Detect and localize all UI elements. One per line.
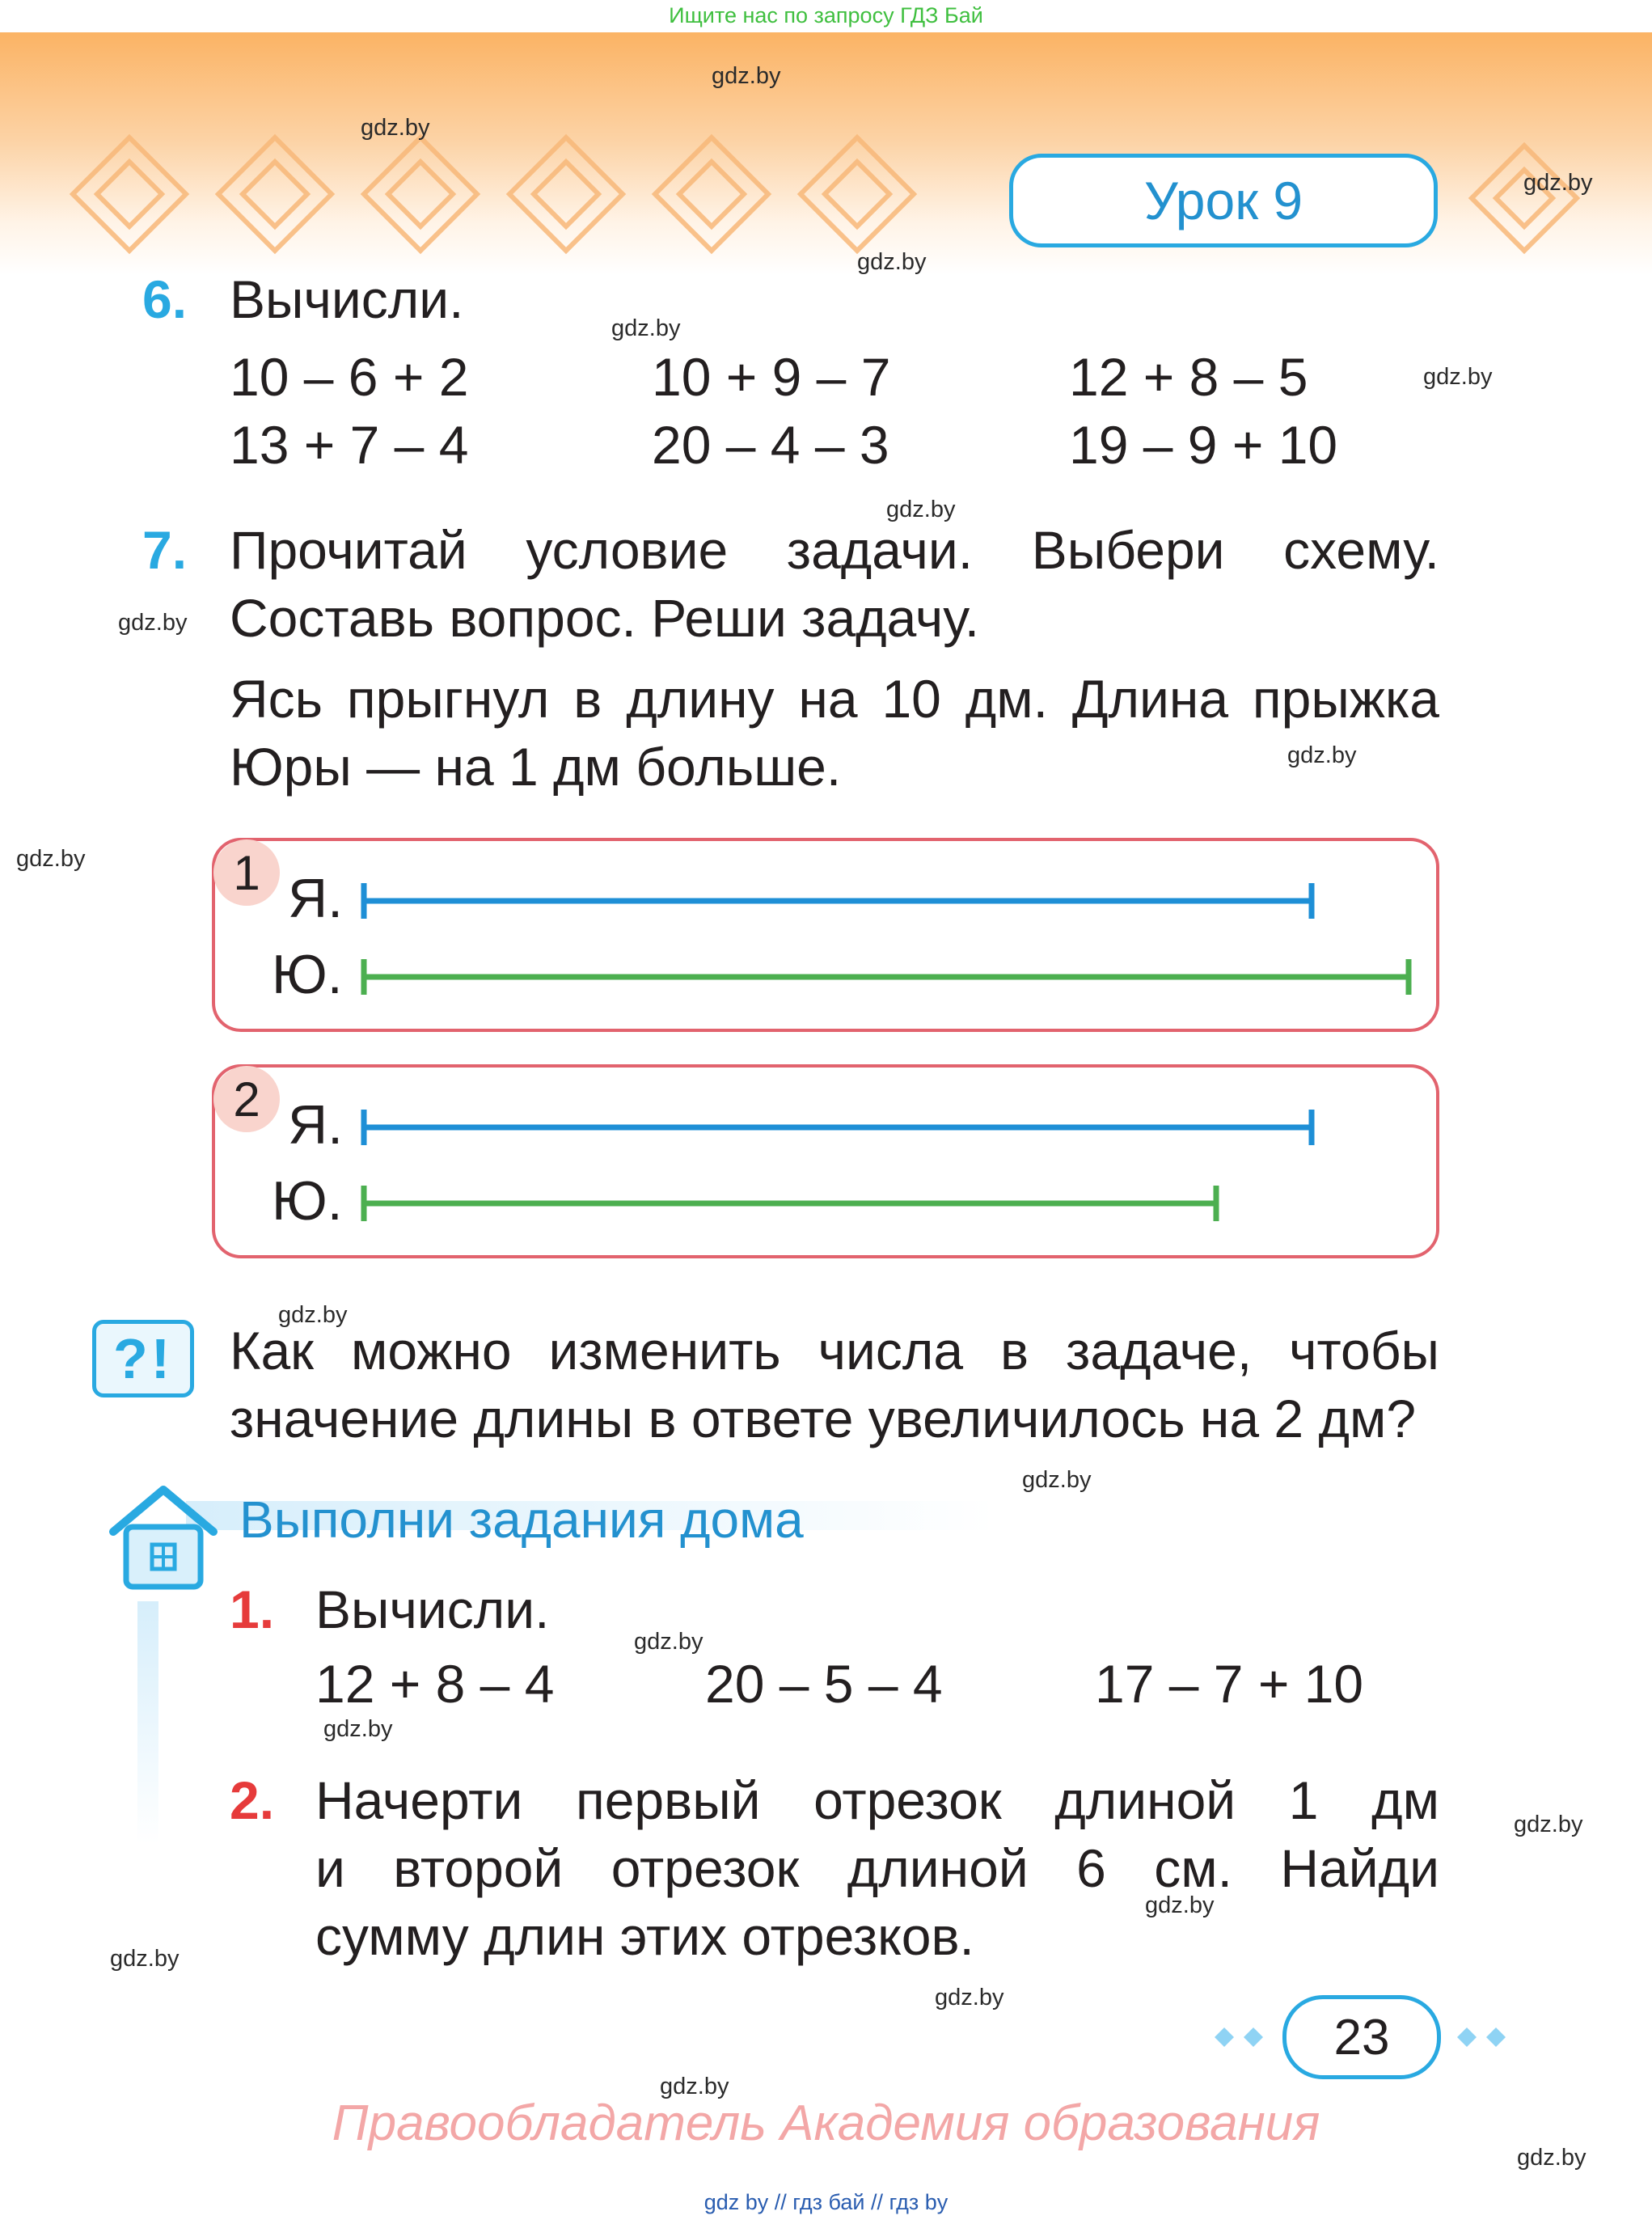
task7-line: Прочитай условие задачи. Выбери схему.: [230, 520, 1439, 580]
segment-yas: [364, 883, 1312, 919]
copyright-footer: Правообладатель Академия образования: [332, 2095, 1320, 2151]
watermark: gdz.by: [278, 1302, 348, 1328]
watermark: gdz.by: [935, 1985, 1004, 2010]
expression: 10 – 6 + 2: [230, 347, 469, 407]
homework-title: Выполни задания дома: [239, 1490, 804, 1549]
segment-yura: [364, 1186, 1216, 1221]
segment-yura: [364, 959, 1409, 995]
homework-task2-line: Начерти первый отрезок длиной 1 дм: [315, 1770, 1439, 1830]
page-number: 23: [1282, 1995, 1441, 2079]
expression: 10 + 9 – 7: [652, 347, 891, 407]
task7-problem: Ясь прыгнул в длину на 10 дм. Длина прыжка: [230, 669, 1439, 729]
watermark: gdz.by: [611, 315, 681, 341]
homework-line: [137, 1601, 158, 1844]
scheme-1[interactable]: [212, 838, 1439, 1032]
question-icon: ?!: [92, 1320, 194, 1397]
homework-task1-number: 1.: [230, 1579, 275, 1639]
watermark: gdz.by: [886, 497, 956, 522]
expression: 20 – 4 – 3: [652, 415, 889, 475]
watermark: gdz.by: [634, 1629, 703, 1655]
watermark: gdz.by: [118, 610, 188, 636]
watermark: gdz.by: [1514, 1812, 1583, 1837]
scheme-number: 1: [213, 839, 280, 906]
ornament-right: [1464, 137, 1585, 259]
watermark: gdz.by: [712, 63, 781, 89]
question-line: Как можно изменить числа в задаче, чтобы: [230, 1321, 1439, 1380]
watermark: gdz.by: [110, 1946, 180, 1972]
expression: 12 + 8 – 5: [1069, 347, 1308, 407]
task6-number: 6.: [142, 269, 188, 329]
label-yas: Я.: [288, 868, 343, 929]
watermark: gdz.by: [857, 249, 927, 275]
watermark: gdz.by: [660, 2074, 729, 2099]
scheme-number: 2: [213, 1066, 280, 1132]
segment-yas: [364, 1110, 1312, 1145]
watermark: gdz.by: [323, 1716, 393, 1742]
expression: 17 – 7 + 10: [1095, 1654, 1364, 1714]
watermark: gdz.by: [16, 846, 86, 872]
task7-line: Составь вопрос. Реши задачу.: [230, 588, 980, 648]
watermark: gdz.by: [1287, 742, 1357, 768]
task7-problem: Юры — на 1 дм больше.: [230, 737, 842, 797]
label-yas: Я.: [288, 1094, 343, 1156]
watermark: gdz.by: [361, 115, 430, 141]
label-yura: Ю.: [272, 944, 343, 1005]
house-icon: [107, 1482, 220, 1595]
watermark: gdz.by: [1145, 1892, 1215, 1918]
task7-number: 7.: [142, 520, 188, 580]
segments: [215, 841, 1436, 1029]
watermark: gdz.by: [1022, 1467, 1092, 1493]
homework-task2-number: 2.: [230, 1770, 275, 1830]
lesson-title: Урок 9: [1009, 154, 1438, 247]
watermark: gdz.by: [1423, 364, 1493, 390]
homework-task2-line: сумму длин этих отрезков.: [315, 1906, 974, 1966]
scheme-2[interactable]: [212, 1064, 1439, 1258]
question-line: значение длины в ответе увеличилось на 2 дм?: [230, 1389, 1417, 1448]
task6-title: Вычисли.: [230, 269, 464, 329]
ornament-left: [65, 129, 987, 259]
expression: 19 – 9 + 10: [1069, 415, 1338, 475]
homework-task1-title: Вычисли.: [315, 1579, 550, 1639]
expression: 12 + 8 – 4: [315, 1654, 555, 1714]
watermark: gdz.by: [1523, 170, 1593, 196]
expression: 13 + 7 – 4: [230, 415, 469, 475]
bottom-links[interactable]: gdz by // гдз бай // гдз by: [703, 2190, 949, 2214]
segments: [215, 1068, 1436, 1255]
homework-task2-line: и второй отрезок длиной 6 см. Найди: [315, 1838, 1439, 1898]
watermark: gdz.by: [1517, 2145, 1587, 2171]
expression: 20 – 5 – 4: [705, 1654, 943, 1714]
top-note[interactable]: Ищите нас по запросу ГДЗ Бай: [669, 3, 983, 27]
label-yura: Ю.: [272, 1170, 343, 1232]
